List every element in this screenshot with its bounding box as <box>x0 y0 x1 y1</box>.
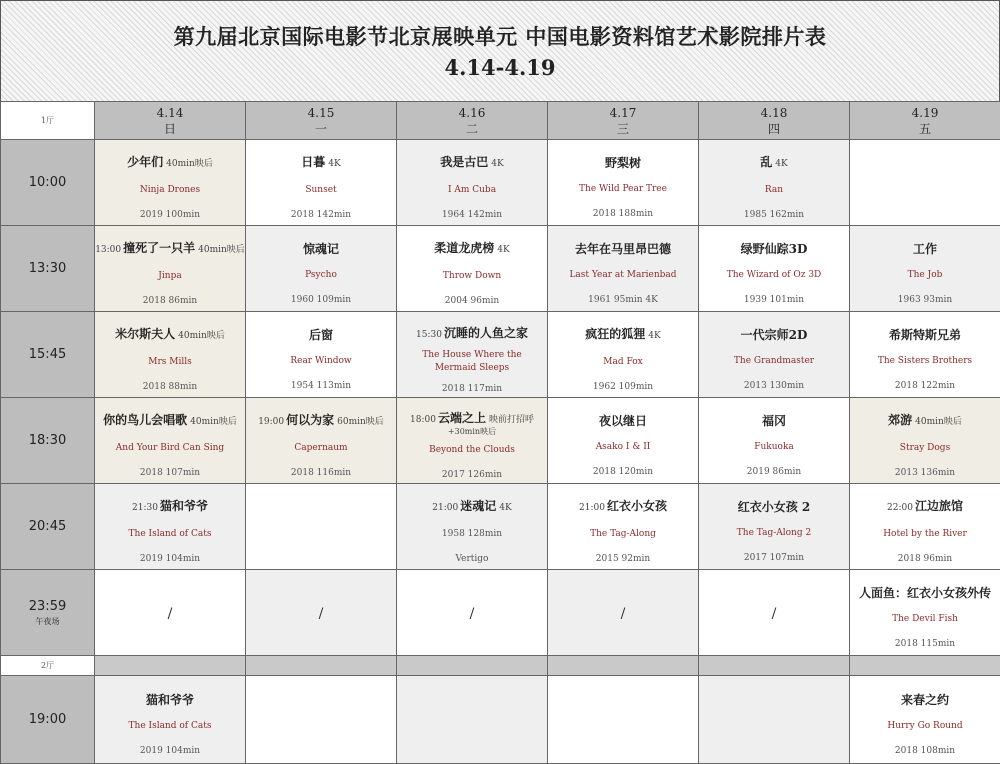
screening-cell[interactable] <box>246 140 397 226</box>
screening-cell[interactable] <box>699 484 850 570</box>
empty-cell <box>850 140 1000 226</box>
screening-cell[interactable] <box>699 398 850 484</box>
film-meta: 1939 101min <box>699 294 849 306</box>
film-meta: 2013 130min <box>699 380 849 392</box>
film-title-zh: 福冈 <box>699 403 849 429</box>
slot-row-1545 <box>1 312 1000 398</box>
film-title-zh: 21:00 红衣小女孩 <box>548 488 698 516</box>
screening-cell[interactable] <box>850 484 1000 570</box>
film-title-en: The Wild Pear Tree <box>548 183 698 196</box>
screening-cell[interactable] <box>397 226 548 312</box>
film-title-zh: 惊魂记 <box>246 231 396 257</box>
film-meta: 2019 100min <box>95 209 245 221</box>
screening-time: 13:00 <box>95 245 121 255</box>
screening-cell[interactable] <box>95 312 246 398</box>
film-title-zh: 绿野仙踪3D <box>699 231 849 257</box>
screening-cell[interactable] <box>95 676 246 764</box>
screening-time: 21:30 <box>132 503 158 513</box>
slash-mark: / <box>168 606 173 622</box>
day-date: 4.17 <box>548 105 698 121</box>
film-title-zh: 21:00 迷魂记 4K <box>397 488 547 516</box>
day-date: 4.14 <box>95 105 245 121</box>
film-meta: 2018 107min <box>95 467 245 479</box>
page-title: 第九届北京国际电影节北京展映单元 中国电影资料馆艺术影院排片表 <box>1 21 999 51</box>
film-title-en: Jinpa <box>95 270 245 283</box>
screening-cell[interactable] <box>95 140 246 226</box>
film-title-en: The Tag-Along 2 <box>699 527 849 540</box>
hall-2-label: 2厅 <box>1 656 95 676</box>
film-title-zh: 22:00 江边旅馆 <box>850 488 1000 516</box>
slash-mark: / <box>319 606 324 622</box>
film-title-en: Mrs Mills <box>95 356 245 369</box>
screening-cell[interactable] <box>850 226 1000 312</box>
separator-cell <box>850 656 1000 676</box>
day-header <box>699 102 850 140</box>
film-title-zh: 米尔斯夫人 40min映后 <box>95 316 245 344</box>
film-meta: 2018 120min <box>548 466 698 478</box>
film-title-en: Stray Dogs <box>850 442 1000 455</box>
screening-cell[interactable] <box>246 312 397 398</box>
day-header-row <box>1 102 1000 140</box>
screening-cell[interactable] <box>850 312 1000 398</box>
film-title-zh: 15:30 沉睡的人鱼之家 <box>397 315 547 343</box>
film-title-en: The Tag-Along <box>548 528 698 541</box>
screening-note: 40min映后 <box>166 159 213 169</box>
day-weekday: 日 <box>95 121 245 137</box>
film-meta: 2019 104min <box>95 553 245 565</box>
film-title-en: The Wizard of Oz 3D <box>699 269 849 282</box>
slot-row-2359 <box>1 570 1000 656</box>
film-meta: 2018 86min <box>95 295 245 307</box>
film-title-en: I Am Cuba <box>397 184 547 197</box>
screening-cell[interactable] <box>699 226 850 312</box>
screening-cell[interactable] <box>548 226 699 312</box>
day-header <box>548 102 699 140</box>
film-meta: 2019 104min <box>95 745 245 757</box>
film-meta: 1964 142min <box>397 209 547 221</box>
screening-note: 60min映后 <box>337 417 384 427</box>
slot-row-1000 <box>1 140 1000 226</box>
film-title-zh: 后窗 <box>246 317 396 343</box>
screening-cell[interactable] <box>548 312 699 398</box>
film-title-en: Hotel by the River <box>850 528 1000 541</box>
screening-cell[interactable] <box>397 312 548 398</box>
slot-row-2045 <box>1 484 1000 570</box>
film-title-zh: 郊游 40min映后 <box>850 402 1000 430</box>
film-meta: 2018 188min <box>548 208 698 220</box>
film-title-zh: 疯狂的狐狸 4K <box>548 316 698 344</box>
screening-cell[interactable] <box>850 398 1000 484</box>
film-meta: 2017 126min <box>397 469 547 481</box>
screening-note: 映前打招呼 <box>489 415 534 425</box>
date-range: 4.14-4.19 <box>1 55 999 80</box>
slash-mark: / <box>621 606 626 622</box>
film-title-en: Ninja Drones <box>95 184 245 197</box>
film-title-en: The House Where the Mermaid Sleeps <box>397 349 547 375</box>
film-meta: 1961 95min 4K <box>548 294 698 306</box>
screening-note: 4K <box>497 245 509 255</box>
time-slot: 13:30 <box>1 226 95 312</box>
time-slot: 19:00 <box>1 676 95 764</box>
film-title-zh: 我是古巴 4K <box>397 144 547 172</box>
film-meta-line: 1958 128min <box>397 528 547 541</box>
screening-cell[interactable] <box>397 140 548 226</box>
slash-mark: / <box>470 606 475 622</box>
film-meta: 2018 88min <box>95 381 245 393</box>
film-title-zh: 少年们 40min映后 <box>95 144 245 172</box>
screening-cell[interactable] <box>548 140 699 226</box>
screening-time: 19:00 <box>258 417 284 427</box>
film-title-en: And Your Bird Can Sing <box>95 442 245 455</box>
film-meta: 2018 116min <box>246 467 396 479</box>
separator-cell <box>397 656 548 676</box>
film-title-zh: 21:30 猫和爷爷 <box>95 488 245 516</box>
slash-mark: / <box>772 606 777 622</box>
time-slot: 18:30 <box>1 398 95 484</box>
screening-note: 4K <box>775 159 787 169</box>
film-meta: 2018 117min <box>397 383 547 395</box>
time-slot: 23:59 午夜场 <box>1 570 95 656</box>
film-title-zh: 希斯特斯兄弟 <box>850 317 1000 343</box>
screening-cell[interactable] <box>699 140 850 226</box>
screening-cell[interactable] <box>850 676 1000 764</box>
film-title-zh: 19:00 何以为家 60min映后 <box>246 402 396 430</box>
film-meta: 2019 86min <box>699 466 849 478</box>
day-weekday: 一 <box>246 121 396 137</box>
film-title-en: The Island of Cats <box>95 528 245 541</box>
film-meta: 2015 92min <box>548 553 698 565</box>
film-title-en: Throw Down <box>397 270 547 283</box>
screening-cell[interactable] <box>95 398 246 484</box>
screening-cell[interactable] <box>95 226 246 312</box>
screening-note: 40min映后 <box>915 417 962 427</box>
film-title-zh: 柔道龙虎榜 4K <box>397 230 547 258</box>
film-title-en: Hurry Go Round <box>850 720 1000 733</box>
film-title-en: The Island of Cats <box>95 720 245 733</box>
empty-cell <box>246 484 397 570</box>
film-title-en: The Grandmaster <box>699 355 849 368</box>
day-header <box>246 102 397 140</box>
film-title-zh: 你的鸟儿会唱歌 40min映后 <box>95 402 245 430</box>
separator-cell <box>699 656 850 676</box>
screening-note: 40min映后 <box>198 245 245 255</box>
day-header <box>850 102 1000 140</box>
film-title-zh: 日暮 4K <box>246 144 396 172</box>
screening-note: 40min映后 <box>178 331 225 341</box>
film-title-en: Psycho <box>246 269 396 282</box>
day-weekday: 五 <box>850 121 1000 137</box>
day-date: 4.18 <box>699 105 849 121</box>
film-meta: 1962 109min <box>548 381 698 393</box>
day-weekday: 二 <box>397 121 547 137</box>
slot-row-1830 <box>1 398 1000 484</box>
screening-cell[interactable] <box>95 484 246 570</box>
screening-cell[interactable] <box>699 312 850 398</box>
no-screening-cell <box>246 570 397 656</box>
film-meta: 2018 108min <box>850 745 1000 757</box>
screening-time: 22:00 <box>887 503 913 513</box>
no-screening-cell <box>397 570 548 656</box>
empty-cell <box>246 676 397 764</box>
screening-note: 4K <box>648 331 660 341</box>
film-title-zh: 红衣小女孩 2 <box>699 489 849 515</box>
day-header <box>95 102 246 140</box>
schedule-table <box>0 101 1000 764</box>
time-slot: 10:00 <box>1 140 95 226</box>
film-title-en: Sunset <box>246 184 396 197</box>
screening-note-2: +30min映后 <box>397 426 547 438</box>
film-meta: 1963 93min <box>850 294 1000 306</box>
film-meta: 1960 109min <box>246 294 396 306</box>
film-meta: 1985 162min <box>699 209 849 221</box>
film-title-zh: 人面鱼：红衣小女孩外传 <box>850 575 1000 601</box>
film-title-zh: 18:00 云端之上 映前打招呼 +30min映后 <box>397 400 547 438</box>
schedule-header <box>0 0 1000 102</box>
film-meta: 2013 136min <box>850 467 1000 479</box>
day-weekday: 四 <box>699 121 849 137</box>
hall-1-label: 1厅 <box>1 102 95 140</box>
film-title-en: The Job <box>850 269 1000 282</box>
separator-cell <box>246 656 397 676</box>
empty-cell <box>699 676 850 764</box>
screening-time: 18:00 <box>410 415 436 425</box>
film-title-zh: 野梨树 <box>548 145 698 171</box>
film-title-en: Beyond the Clouds <box>397 444 547 457</box>
separator-cell <box>95 656 246 676</box>
film-meta: 2018 96min <box>850 553 1000 565</box>
film-title-zh: 13:00 撞死了一只羊 40min映后 <box>95 230 245 258</box>
screening-note: 4K <box>499 503 511 513</box>
film-title-en: The Devil Fish <box>850 613 1000 626</box>
day-weekday: 三 <box>548 121 698 137</box>
day-date: 4.15 <box>246 105 396 121</box>
screening-cell[interactable] <box>397 484 548 570</box>
film-title-zh: 猫和爷爷 <box>95 682 245 708</box>
screening-cell[interactable] <box>246 226 397 312</box>
film-meta: 2018 122min <box>850 380 1000 392</box>
time-slot: 15:45 <box>1 312 95 398</box>
film-meta: 1954 113min <box>246 380 396 392</box>
day-date: 4.16 <box>397 105 547 121</box>
film-title-en: Last Year at Marienbad <box>548 269 698 282</box>
film-meta: 2004 96min <box>397 295 547 307</box>
screening-time: 21:00 <box>579 503 605 513</box>
film-title-zh: 来春之约 <box>850 682 1000 708</box>
screening-cell[interactable] <box>850 570 1000 656</box>
film-title-en: Rear Window <box>246 355 396 368</box>
film-title-en: Ran <box>699 184 849 197</box>
film-title-zh: 夜以继日 <box>548 403 698 429</box>
film-meta: 2017 107min <box>699 552 849 564</box>
separator-cell <box>548 656 699 676</box>
film-title-en: Capernaum <box>246 442 396 455</box>
film-meta: 2018 115min <box>850 638 1000 650</box>
screening-cell[interactable] <box>548 398 699 484</box>
film-title-zh: 一代宗师2D <box>699 317 849 343</box>
screening-time: 15:30 <box>416 330 442 340</box>
no-screening-cell <box>699 570 850 656</box>
film-meta: 2018 142min <box>246 209 396 221</box>
screening-note: 4K <box>491 159 503 169</box>
film-title-zh: 工作 <box>850 231 1000 257</box>
film-title-en-line: Vertigo <box>397 553 547 565</box>
film-title-en: Fukuoka <box>699 441 849 454</box>
no-screening-cell <box>548 570 699 656</box>
hall-2-header-row <box>1 656 1000 676</box>
hall2-slot-row-1900 <box>1 676 1000 764</box>
film-title-zh: 乱 4K <box>699 144 849 172</box>
day-header <box>397 102 548 140</box>
film-title-en: Asako I & II <box>548 441 698 454</box>
film-title-en: Mad Fox <box>548 356 698 369</box>
film-title-zh: 去年在马里昂巴德 <box>548 231 698 257</box>
screening-time: 21:00 <box>432 503 458 513</box>
film-title-en: The Sisters Brothers <box>850 355 1000 368</box>
screening-cell[interactable] <box>397 398 548 484</box>
screening-cell[interactable] <box>246 398 397 484</box>
no-screening-cell <box>95 570 246 656</box>
midnight-label: 午夜场 <box>1 616 94 627</box>
day-date: 4.19 <box>850 105 1000 121</box>
screening-cell[interactable] <box>548 484 699 570</box>
empty-cell <box>548 676 699 764</box>
screening-note: 40min映后 <box>190 417 237 427</box>
screening-note: 4K <box>328 159 340 169</box>
slot-row-1330 <box>1 226 1000 312</box>
empty-cell <box>397 676 548 764</box>
time-slot: 20:45 <box>1 484 95 570</box>
